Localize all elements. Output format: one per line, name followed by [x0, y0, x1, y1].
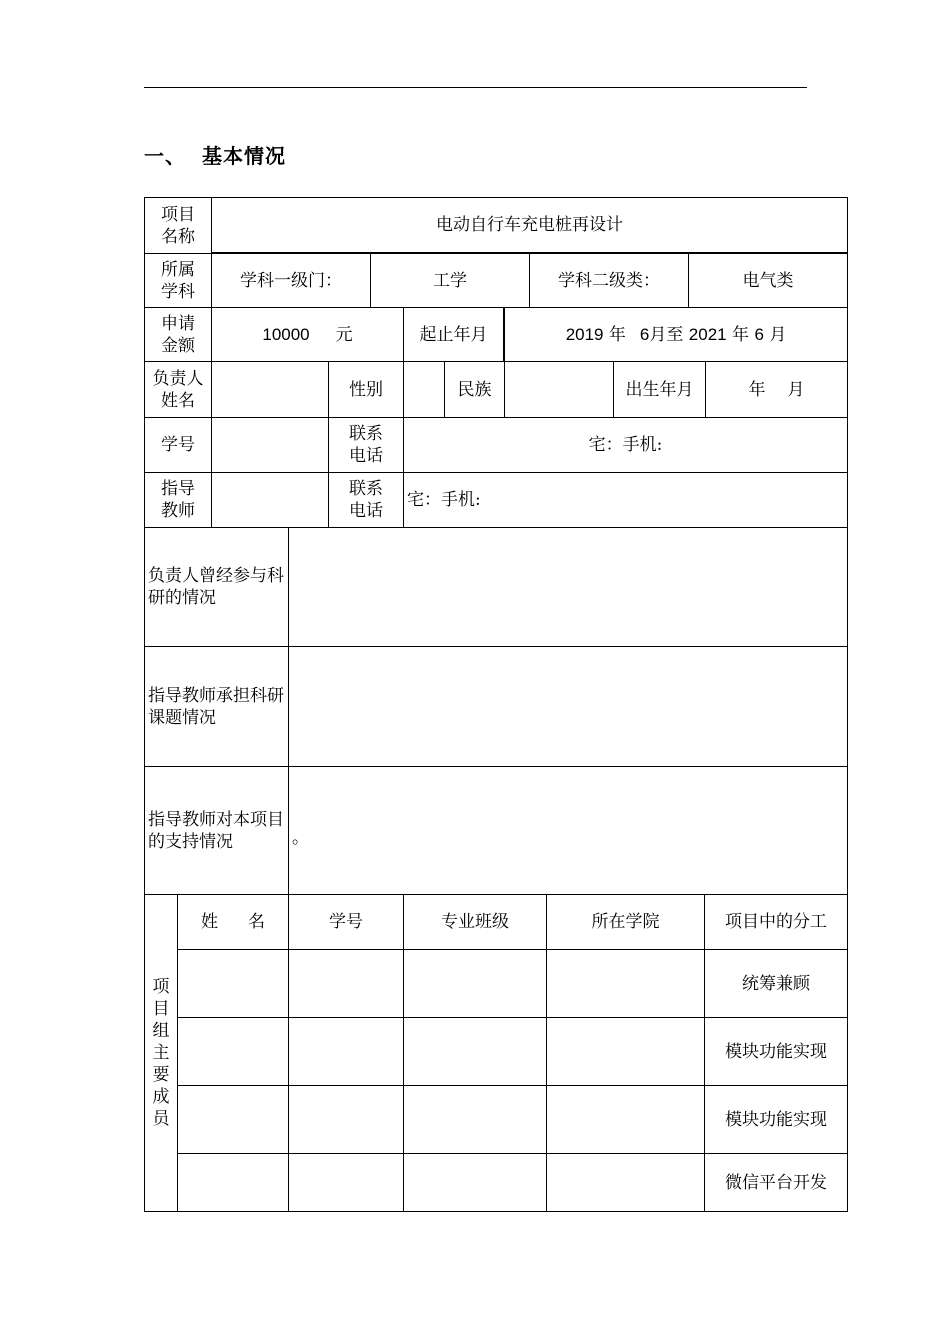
ethnicity-value[interactable] [504, 361, 614, 418]
start-month: 6 [639, 324, 650, 344]
leader-research-label: 负责人曾经参与科研的情况 [144, 527, 289, 647]
section-heading [144, 140, 286, 169]
member-name-cell[interactable] [177, 1085, 289, 1154]
advisor-research-value[interactable] [288, 646, 848, 767]
advisor-support-label: 指导教师对本项目的支持情况 [144, 766, 289, 895]
member-name-cell[interactable] [177, 1153, 289, 1212]
end-month: 6 [754, 324, 764, 344]
discipline-level2-label: 学科二级类： [529, 253, 689, 308]
member-id-cell[interactable] [288, 949, 404, 1018]
end-year: 2021 [688, 324, 727, 344]
gender-value[interactable] [403, 361, 445, 418]
leader-phone-value[interactable]: 宅：手机: [403, 417, 848, 473]
leader-label: 负责人姓名 [144, 361, 212, 418]
advisor-support-value[interactable]: 。 [288, 766, 848, 895]
funding-amount[interactable] [211, 307, 404, 362]
member-college-cell[interactable] [546, 949, 705, 1018]
member-class-cell[interactable] [403, 1017, 547, 1086]
member-college-cell[interactable] [546, 1153, 705, 1212]
member-id-cell[interactable] [288, 1085, 404, 1154]
advisor-phone-value[interactable]: 宅：手机: [403, 472, 848, 528]
advisor-research-label: 指导教师承担科研课题情况 [144, 646, 289, 767]
start-year: 2019 [565, 324, 604, 344]
funding-label: 申请金额 [144, 307, 212, 362]
period-value[interactable]: 2019 年 6 月至 2021 年 6 月 [504, 307, 848, 362]
advisor-phone-label: 联系电话 [328, 472, 404, 528]
birth-value[interactable]: 年 月 [705, 361, 848, 418]
header-name: 姓 名 [177, 894, 289, 950]
member-id-cell[interactable] [288, 1017, 404, 1086]
member-role-cell[interactable]: 模块功能实现 [704, 1017, 848, 1086]
member-college-cell[interactable] [546, 1085, 705, 1154]
student-id-value[interactable] [211, 417, 329, 473]
student-id-label: 学号 [144, 417, 212, 473]
member-role-cell[interactable]: 微信平台开发 [704, 1153, 848, 1212]
header-rule [144, 87, 807, 88]
project-name-label: 项目名称 [144, 197, 212, 254]
advisor-name-value[interactable] [211, 472, 329, 528]
discipline-label: 所属学科 [144, 253, 212, 308]
leader-research-value[interactable] [288, 527, 848, 647]
birth-label: 出生年月 [613, 361, 706, 418]
funding-unit: 元 [335, 324, 353, 345]
discipline-level2-value[interactable]: 电气类 [688, 253, 848, 308]
members-group-label: 项目组主要成员 [144, 894, 178, 1212]
section-number: 一、 [144, 144, 186, 168]
ethnicity-label: 民族 [444, 361, 505, 418]
leader-name-value[interactable] [211, 361, 329, 418]
project-name-value[interactable]: 电动自行车充电桩再设计 [211, 197, 848, 254]
member-class-cell[interactable] [403, 949, 547, 1018]
header-college: 所在学院 [546, 894, 705, 950]
header-student-id: 学号 [288, 894, 404, 950]
period-label: 起止年月 [403, 307, 505, 362]
gender-label: 性别 [328, 361, 404, 418]
funding-amount-value: 10000 [262, 324, 310, 344]
member-role-cell[interactable]: 统筹兼顾 [704, 949, 848, 1018]
leader-phone-label: 联系电话 [328, 417, 404, 473]
header-class: 专业班级 [403, 894, 547, 950]
discipline-level1-value[interactable]: 工学 [370, 253, 530, 308]
advisor-label: 指导教师 [144, 472, 212, 528]
member-id-cell[interactable] [288, 1153, 404, 1212]
section-title: 基本情况 [202, 144, 286, 168]
member-class-cell[interactable] [403, 1153, 547, 1212]
header-role: 项目中的分工 [704, 894, 848, 950]
member-college-cell[interactable] [546, 1017, 705, 1086]
member-class-cell[interactable] [403, 1085, 547, 1154]
member-role-cell[interactable]: 模块功能实现 [704, 1085, 848, 1154]
member-name-cell[interactable] [177, 949, 289, 1018]
member-name-cell[interactable] [177, 1017, 289, 1086]
discipline-level1-label: 学科一级门： [211, 253, 371, 308]
